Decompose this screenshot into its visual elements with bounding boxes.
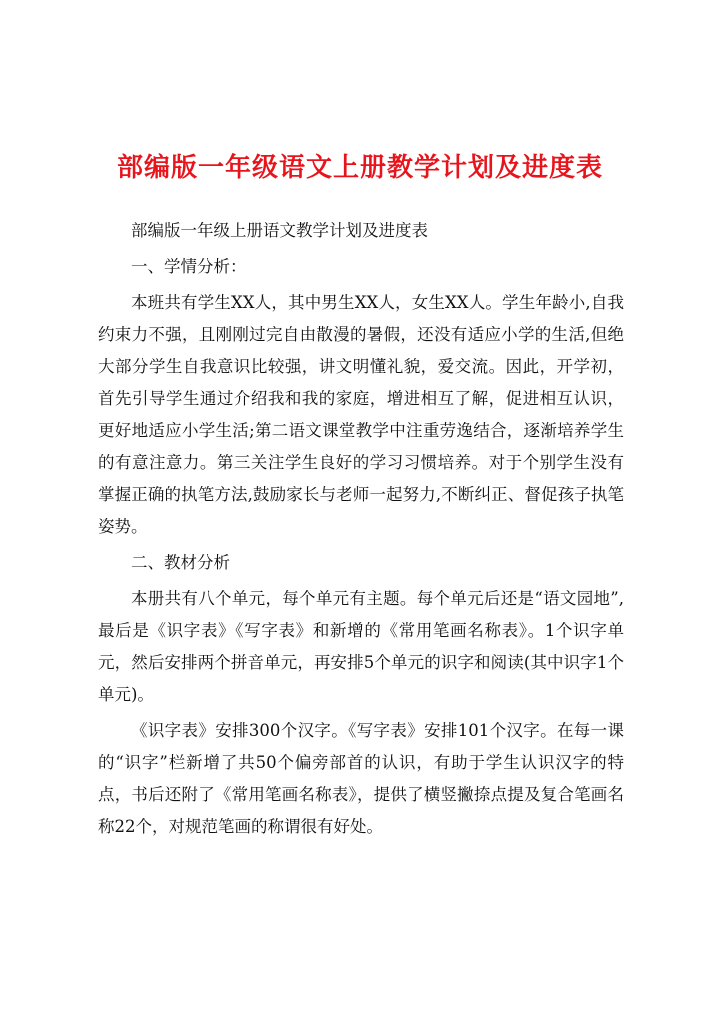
section-heading-student-analysis: 一、学情分析：: [131, 257, 247, 276]
document-body: [98, 215, 624, 847]
document-title: 部编版一年级语文上册教学计划及进度表: [116, 153, 603, 183]
section-heading-textbook-analysis: 二、教材分析: [131, 553, 230, 572]
paragraph-character-tables: 《识字表》安排300个汉字。《写字表》安排101个汉字。在每一课的“识字”栏新增了共50个偏旁部首的认识，有助于学生认识汉字的特点，书后还附了《常用笔画名称表》，提供了横竖撇捺点提及复合笔画名称22个，对规范笔画的称谓很有好处。: [98, 721, 624, 836]
document-subtitle: 部编版一年级上册语文教学计划及进度表: [131, 221, 428, 240]
paragraph-textbook-units: 本册共有八个单元，每个单元有主题。每个单元后还是“语文园地”,最后是《识字表》《写字表》和新增的《常用笔画名称表》。1个识字单元，然后安排两个拼音单元，再安排5个单元的识字和阅读(其中识字1个单元)。: [98, 589, 624, 704]
paragraph-student-analysis: 本班共有学生XX人，其中男生XX人，女生XX人。学生年龄小,自我约束力不强，且刚刚过完自由散漫的暑假，还没有适应小学的生活,但绝大部分学生自我意识比较强，讲文明懂礼貌，爱交流。因此，开学初，首先引导学生通过介绍我和我的家庭，增进相互了解，促进相互认识，更好地适应小学生活;第二语文课堂教学中注重劳逸结合，逐渐培养学生的有意注意力。第三关注学生良好的学习习惯培养。对于个别学生没有掌握正确的执笔方法,鼓励家长与老师一起努力,不断纠正、督促孩子执笔姿势。: [98, 293, 624, 536]
